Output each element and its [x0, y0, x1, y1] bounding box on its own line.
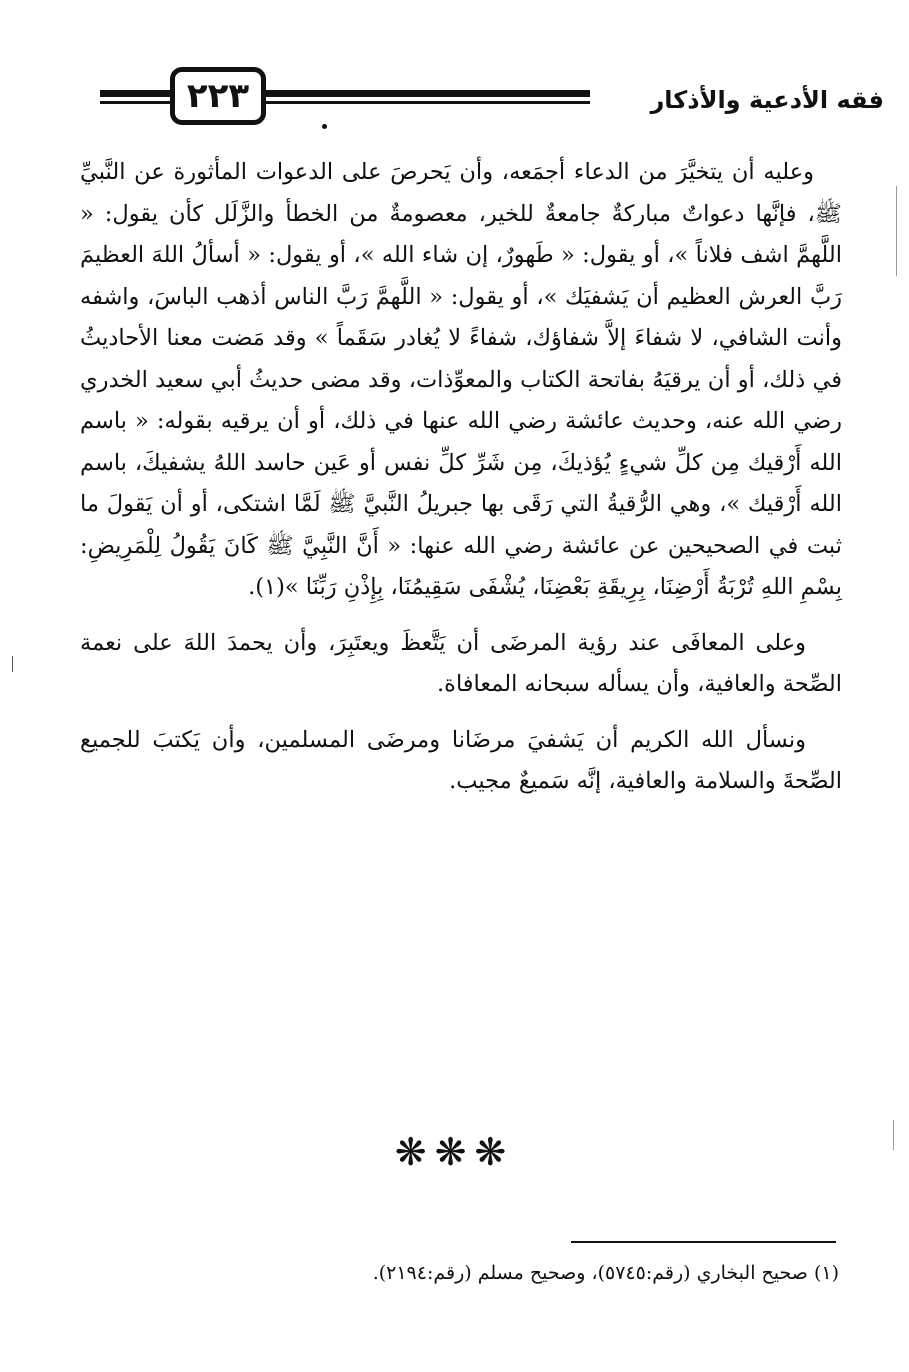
paragraph-2: وعلى المعافَى عند رؤية المرضَى أن يَتَّعظَ ويعتَبِرَ، وأن يحمدَ اللهَ على نعمة الصِّحة والعافية، وأن يسأله سبحانه المعافاة. [80, 629, 842, 697]
margin-mark [12, 656, 13, 672]
page-number: ٢٢٣ [170, 67, 266, 125]
paragraph-1: وعليه أن يتخيَّرَ من الدعاء أجمَعه، وأن يَحرصَ على الدعوات المأثورة عن النَّبيِّ ﷺ، فإنَّها دعواتٌ مباركةٌ جامعةٌ للخير، معصومةٌ من الخطأ والزَّلَل كأن يقول: « اللَّهمَّ اشف فلاناً »، أو يقول: « طَهورٌ، إن شاء الله »، أو يقول: « أسألُ اللهَ العظيمَ رَبَّ العرش العظيم أن يَشفيَك »، أو يقول: « اللَّهمَّ رَبَّ الناس أذهب الباسَ، واشفه وأنت الشافي، لا شفاءَ إلاَّ شفاؤك، شفاءً لا يُغادر سَقَماً » وقد مَضت معنا الأحاديثُ في ذلك، أو أن يرقيَهُ بفاتحة الكتاب والمعوِّذات، وقد مضى حديثُ أبي سعيد الخدري رضي الله عنه، وحديث عائشة رضي الله عنها في ذلك، أو أن يرقيه بقوله: « باسم الله أَرْقيك مِن كلِّ شيءٍ يُؤذيكَ، مِن شَرِّ كلِّ نفس أو عَين حاسد اللهُ يشفيكَ، باسم الله أَرْقيك »، وهي الرُّقيةُ التي رَقَى بها جبريلُ النَّبيَّ ﷺ لَمَّا اشتكى، أو أن يَقولَ ما ثبت في الصحيحين عن عائشة رضي الله عنها: « أَنَّ النَّبِيَّ ﷺ كَانَ يَقُولُ لِلْمَرِيضِ: بِسْمِ اللهِ تُرْبَةُ أَرْضِنَا، بِرِيقَةِ بَعْضِنَا، يُشْفَى سَقِيمُنَا، بِإِذْنِ رَبِّنَا »(١). [80, 159, 842, 600]
running-head-title: فقه الأدعية والأذكار [650, 86, 884, 114]
paragraph-3: ونسأل الله الكريم أن يَشفيَ مرضَانا ومرضَى المسلمين، وأن يَكتبَ للجميع الصِّحةَ والسلامة والعافية، إنَّه سَميعٌ مجيب. [80, 726, 842, 794]
footnote: (١) صحيح البخاري (رقم:٥٧٤٥)، وصحيح مسلم (رقم:٢١٩٤). [372, 1262, 839, 1284]
margin-mark [893, 1120, 894, 1150]
footnote-rule [571, 1241, 836, 1243]
section-separator: ❋❋❋ [394, 1130, 515, 1174]
header-dot [322, 124, 327, 129]
margin-mark [896, 186, 897, 276]
body-text [80, 152, 842, 803]
page-header [100, 64, 892, 144]
